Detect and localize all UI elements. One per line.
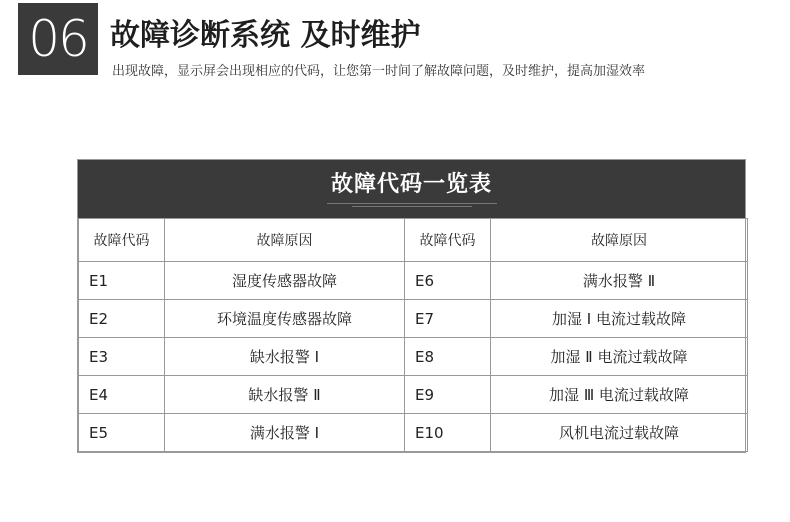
page-title: 故障诊断系统 及时维护: [110, 18, 421, 53]
table-row: [79, 300, 748, 338]
fault-reason: 加湿 Ⅰ 电流过载故障: [491, 300, 748, 338]
fault-reason: 缺水报警 Ⅰ: [165, 338, 405, 376]
fault-reason: 风机电流过载故障: [491, 414, 748, 452]
fault-code: E7: [405, 300, 491, 338]
fault-code: E6: [405, 262, 491, 300]
fault-code-table: [77, 159, 746, 453]
fault-table-grid: [78, 218, 748, 452]
fault-reason: 加湿 Ⅲ 电流过载故障: [491, 376, 748, 414]
fault-reason: 加湿 Ⅱ 电流过载故障: [491, 338, 748, 376]
table-row: [79, 262, 748, 300]
fault-code: E1: [79, 262, 165, 300]
table-row: [79, 376, 748, 414]
column-header: 故障代码: [405, 219, 491, 262]
page-subtitle: 出现故障，显示屏会出现相应的代码，让您第一时间了解故障问题，及时维护，提高加湿效率: [112, 64, 646, 79]
fault-code: E8: [405, 338, 491, 376]
section-number: 06: [18, 3, 98, 75]
fault-reason: 满水报警 Ⅰ: [165, 414, 405, 452]
table-title: 故障代码一览表: [330, 172, 492, 197]
fault-code: E2: [79, 300, 165, 338]
table-row: [79, 338, 748, 376]
column-header: 故障原因: [491, 219, 748, 262]
table-header-bar: [78, 160, 745, 218]
fault-reason: 湿度传感器故障: [165, 262, 405, 300]
fault-code: E4: [79, 376, 165, 414]
fault-code: E10: [405, 414, 491, 452]
fault-code: E5: [79, 414, 165, 452]
decorative-fine-lines: [78, 201, 745, 212]
fault-code: E9: [405, 376, 491, 414]
table-row: [79, 414, 748, 452]
column-header: 故障代码: [79, 219, 165, 262]
column-header: 故障原因: [165, 219, 405, 262]
table-column-headers: [79, 219, 748, 262]
fault-reason: 缺水报警 Ⅱ: [165, 376, 405, 414]
fault-code: E3: [79, 338, 165, 376]
fault-reason: 满水报警 Ⅱ: [491, 262, 748, 300]
fault-reason: 环境温度传感器故障: [165, 300, 405, 338]
